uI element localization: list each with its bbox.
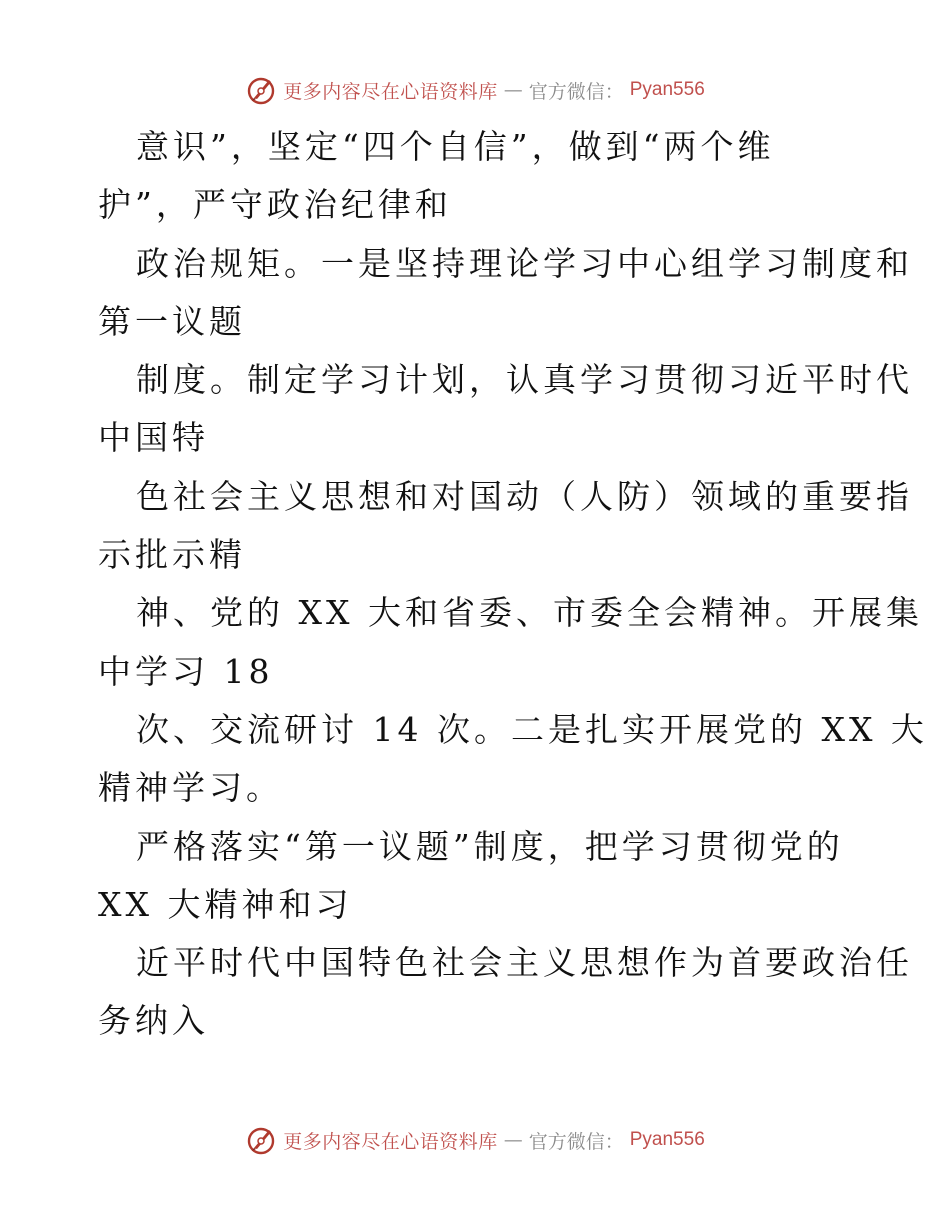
text-line: 中学习 18 (98, 651, 274, 691)
text-line: 务纳入 (98, 1001, 209, 1041)
quill-logo-icon (245, 1124, 277, 1156)
footer-banner (0, 1120, 950, 1160)
banner-official-label: 官方微信： (528, 1130, 624, 1153)
banner-official-label: 官方微信： (528, 80, 624, 103)
document-body (98, 118, 928, 1051)
text-line: 示批示精 (98, 535, 246, 575)
text-line: 制度。制定学习计划，认真学习贯彻习近平时代 (136, 360, 913, 400)
text-line: 中国特 (98, 418, 209, 458)
header-banner (0, 70, 950, 110)
banner-title: 更多内容尽在心语资料库 (283, 1130, 498, 1153)
banner-separator: — (503, 79, 523, 101)
banner-content (245, 1124, 705, 1156)
text-line: XX 大精神和习 (98, 884, 353, 924)
text-line: 近平时代中国特色社会主义思想作为首要政治任 (136, 943, 913, 983)
text-line: 神、党的 XX 大和省委、市委全会精神。开展集 (136, 593, 923, 633)
banner-title: 更多内容尽在心语资料库 (283, 80, 498, 103)
banner-wechat-id: Pyan556 (629, 79, 705, 100)
text-line: 精神学习。 (98, 768, 283, 808)
banner-separator: — (503, 1129, 523, 1151)
text-line: 色社会主义思想和对国动（人防）领域的重要指 (136, 476, 913, 516)
text-line: 次、交流研讨 14 次。二是扎实开展党的 XX 大 (136, 709, 928, 749)
banner-content (245, 74, 705, 106)
text-line: 第一议题 (98, 301, 246, 341)
text-line: 政治规矩。一是坚持理论学习中心组学习制度和 (136, 243, 913, 283)
text-line: 严格落实“第一议题”制度，把学习贯彻党的 (136, 826, 844, 866)
banner-wechat-id: Pyan556 (629, 1129, 705, 1150)
text-line: 护”，严守政治纪律和 (98, 185, 452, 225)
quill-logo-icon (245, 74, 277, 106)
text-line: 意识”，坚定“四个自信”，做到“两个维 (136, 127, 775, 166)
